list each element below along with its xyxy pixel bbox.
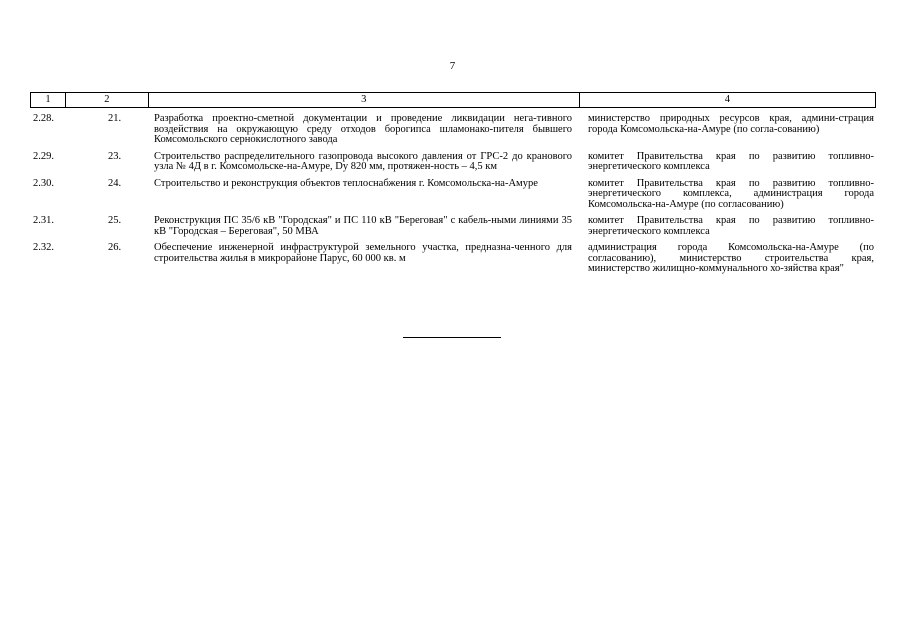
- row-number: 2.29.: [33, 150, 54, 162]
- header-col-4: 4: [724, 94, 730, 105]
- measures-table: [30, 92, 876, 275]
- table-row: [30, 243, 876, 275]
- row-responsible: администрация города Комсомольска-на-Амуре (по согласованию), министерство строительства края, министерство жилищно-коммунального хо-зяйства края": [588, 242, 874, 274]
- table-body: [30, 114, 876, 275]
- row-number: 2.30.: [33, 177, 54, 189]
- row-responsible: комитет Правительства края по развитию топливно-энергетического комплекса: [588, 215, 874, 237]
- row-index: 24.: [108, 177, 122, 189]
- table-row: [30, 114, 876, 146]
- table-row: [30, 152, 876, 173]
- row-index: 25.: [108, 215, 122, 226]
- page-number: 7: [449, 60, 456, 72]
- row-description: Строительство и реконструкция объектов теплоснабжения г. Комсомольска-на-Амуре: [154, 177, 538, 189]
- header-col-2: 2: [66, 93, 149, 107]
- header-col-3: 3: [149, 93, 580, 107]
- table-row: [30, 179, 876, 211]
- row-description: Обеспечение инженерной инфраструктурой земельного участка, предназна-ченного для строительства жилья в микрорайоне Парус, 60 000 кв. м: [154, 242, 572, 264]
- row-index: 26.: [108, 242, 122, 253]
- row-index: 21.: [108, 113, 122, 124]
- table-header-row: [30, 92, 876, 108]
- header-col-1: 1: [31, 93, 66, 107]
- row-number: 2.31.: [33, 215, 54, 226]
- row-responsible: комитет Правительства края по развитию топливно-энергетического комплекса: [588, 150, 874, 172]
- table-row: [30, 216, 876, 237]
- row-number: 2.32.: [33, 242, 54, 253]
- row-responsible: министерство природных ресурсов края, админи-страция города Комсомольска-на-Амуре (по согла-сованию): [588, 113, 874, 135]
- end-of-table-rule: [403, 337, 501, 338]
- row-number: 2.28.: [33, 113, 54, 124]
- row-index: 23.: [108, 150, 122, 162]
- row-description: Разработка проектно-сметной документации и проведение ликвидации нега-тивного воздействия на окружающую среду отходов борогипса шламонако-пителя бывшего Комсомольского сернокислотного завода: [154, 113, 572, 145]
- row-responsible: комитет Правительства края по развитию топливно-энергетического комплекса, администрация города Комсомольска-на-Амуре (по согласованию): [588, 177, 874, 210]
- row-description: Реконструкция ПС 35/6 кВ "Городская" и ПС 110 кВ "Береговая" с кабель-ными линиями 35 кВ "Городская – Береговая", 50 МВА: [154, 215, 572, 237]
- row-description: Строительство распределительного газопровода высокого давления от ГРС-2 до кранового узла № 4Д в г. Комсомольске-на-Амуре, Dy 820 мм, протяжен-ность – 4,5 км: [154, 150, 572, 172]
